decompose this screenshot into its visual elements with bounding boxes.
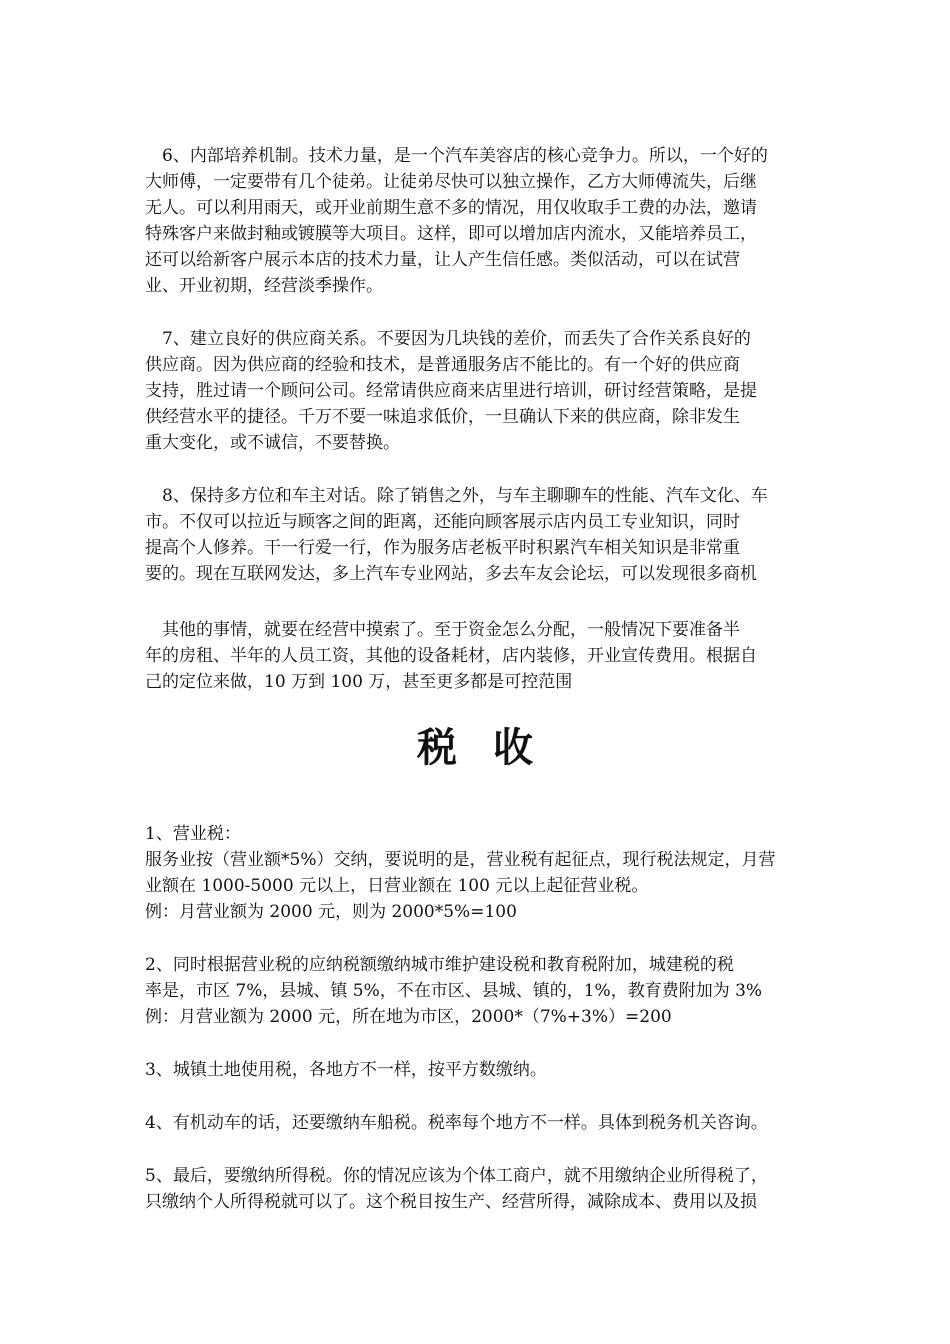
para-other-line-1: 其他的事情，就要在经营中摸索了。至于资金怎么分配，一般情况下要准备半 bbox=[145, 620, 740, 640]
para-7-line-4: 供经营水平的捷径。千万不要一味追求低价，一旦确认下来的供应商，除非发生 bbox=[145, 407, 740, 427]
para-6-line-3: 无人。可以利用雨天，或开业前期生意不多的情况，用仅收取手工费的办法，邀请 bbox=[145, 198, 757, 218]
tax-5-line-2: 只缴纳个人所得税就可以了。这个税目按生产、经营所得，减除成本、费用以及损 bbox=[145, 1192, 757, 1212]
para-other-line-3: 己的定位来做，10 万到 100 万，甚至更多都是可控范围 bbox=[145, 672, 573, 692]
section-title-tax: 税收 bbox=[417, 724, 569, 771]
para-6-line-1: 6、内部培养机制。技术力量，是一个汽车美容店的核心竞争力。所以，一个好的 bbox=[145, 146, 768, 166]
para-7-line-3: 支持，胜过请一个顾问公司。经常请供应商来店里进行培训，研讨经营策略，是提 bbox=[145, 381, 757, 401]
tax-1-line-4: 例：月营业额为 2000 元，则为 2000*5%=100 bbox=[145, 902, 517, 922]
tax-1-line-3: 业额在 1000-5000 元以上，日营业额在 100 元以上起征营业税。 bbox=[145, 876, 649, 896]
para-6-line-5: 还可以给新客户展示本店的技术力量，让人产生信任感。类似活动，可以在试营 bbox=[145, 250, 740, 270]
para-7-line-5: 重大变化，或不诚信，不要替换。 bbox=[145, 433, 400, 453]
tax-4-line-1: 4、有机动车的话，还要缴纳车船税。税率每个地方不一样。具体到税务机关咨询。 bbox=[145, 1113, 768, 1133]
para-8-line-3: 提高个人修养。干一行爱一行，作为服务店老板平时积累汽车相关知识是非常重 bbox=[145, 538, 740, 558]
para-7-line-1: 7、建立良好的供应商关系。不要因为几块钱的差价，而丢失了合作关系良好的 bbox=[145, 329, 751, 349]
para-8-line-1: 8、保持多方位和车主对话。除了销售之外，与车主聊聊车的性能、汽车文化、车 bbox=[145, 486, 768, 506]
para-6-line-6: 业、开业初期，经营淡季操作。 bbox=[145, 276, 383, 296]
para-8-line-4: 要的。现在互联网发达，多上汽车专业网站，多去车友会论坛，可以发现很多商机 bbox=[145, 564, 757, 584]
para-6-line-2: 大师傅，一定要带有几个徒弟。让徒弟尽快可以独立操作，乙方大师傅流失，后继 bbox=[145, 172, 757, 192]
tax-2-line-1: 2、同时根据营业税的应纳税额缴纳城市维护建设税和教育税附加，城建税的税 bbox=[145, 955, 734, 975]
tax-1-line-2: 服务业按（营业额*5%）交纳，要说明的是，营业税有起征点，现行税法规定，月营 bbox=[145, 850, 776, 870]
tax-1-line-1: 1、营业税： bbox=[145, 824, 241, 844]
tax-5-line-1: 5、最后，要缴纳所得税。你的情况应该为个体工商户，就不用缴纳企业所得税了， bbox=[145, 1166, 768, 1186]
para-6-line-4: 特殊客户来做封釉或镀膜等大项目。这样，即可以增加店内流水，又能培养员工， bbox=[145, 224, 757, 244]
tax-2-line-3: 例：月营业额为 2000 元，所在地为市区，2000*（7%+3%）=200 bbox=[145, 1007, 672, 1027]
tax-2-line-2: 率是，市区 7%，县城、镇 5%，不在市区、县城、镇的，1%，教育费附加为 3% bbox=[145, 981, 763, 1001]
para-other-line-2: 年的房租、半年的人员工资，其他的设备耗材，店内装修，开业宣传费用。根据自 bbox=[145, 646, 757, 666]
para-8-line-2: 市。不仅可以拉近与顾客之间的距离，还能向顾客展示店内员工专业知识，同时 bbox=[145, 512, 740, 532]
para-7-line-2: 供应商。因为供应商的经验和技术，是普通服务店不能比的。有一个好的供应商 bbox=[145, 355, 740, 375]
tax-3-line-1: 3、城镇土地使用税，各地方不一样，按平方数缴纳。 bbox=[145, 1060, 547, 1080]
